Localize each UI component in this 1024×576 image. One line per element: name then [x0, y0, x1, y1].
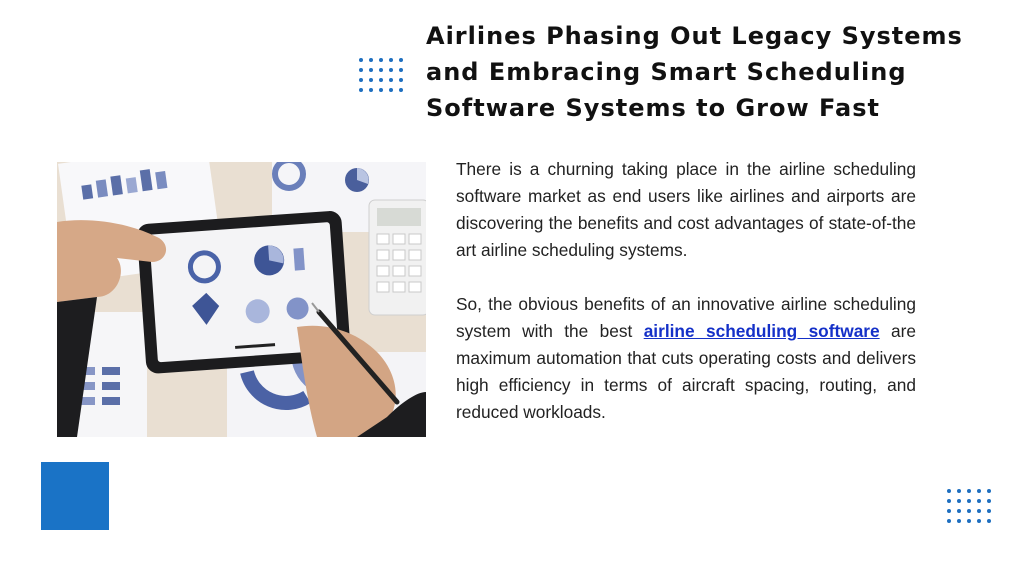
paragraph-2-after-link: are maximum automation that cuts operating costs and delivers high efficiency in terms of aircraft spacing, routing, and reduced workloads.	[456, 321, 916, 422]
airline-scheduling-software-link[interactable]: airline scheduling software	[643, 321, 880, 341]
paragraph-2	[456, 291, 916, 426]
tablet-charts-photo	[57, 162, 426, 437]
decorative-blue-square	[41, 462, 109, 530]
decorative-dot-grid-top	[359, 58, 403, 92]
paragraph-2-before-link: So, the obvious benefits of an innovative airline scheduling system with the best	[456, 294, 916, 341]
article-body	[456, 156, 916, 453]
decorative-dot-grid-bottom	[947, 489, 991, 523]
page-title: Airlines Phasing Out Legacy Systems and Embracing Smart Scheduling Software Systems to Grow Fast	[426, 22, 963, 122]
paragraph-1: There is a churning taking place in the airline scheduling software market as end users like airlines and airports are discovering the benefits and cost advantages of state-of-the art airline scheduling systems.	[456, 159, 916, 260]
